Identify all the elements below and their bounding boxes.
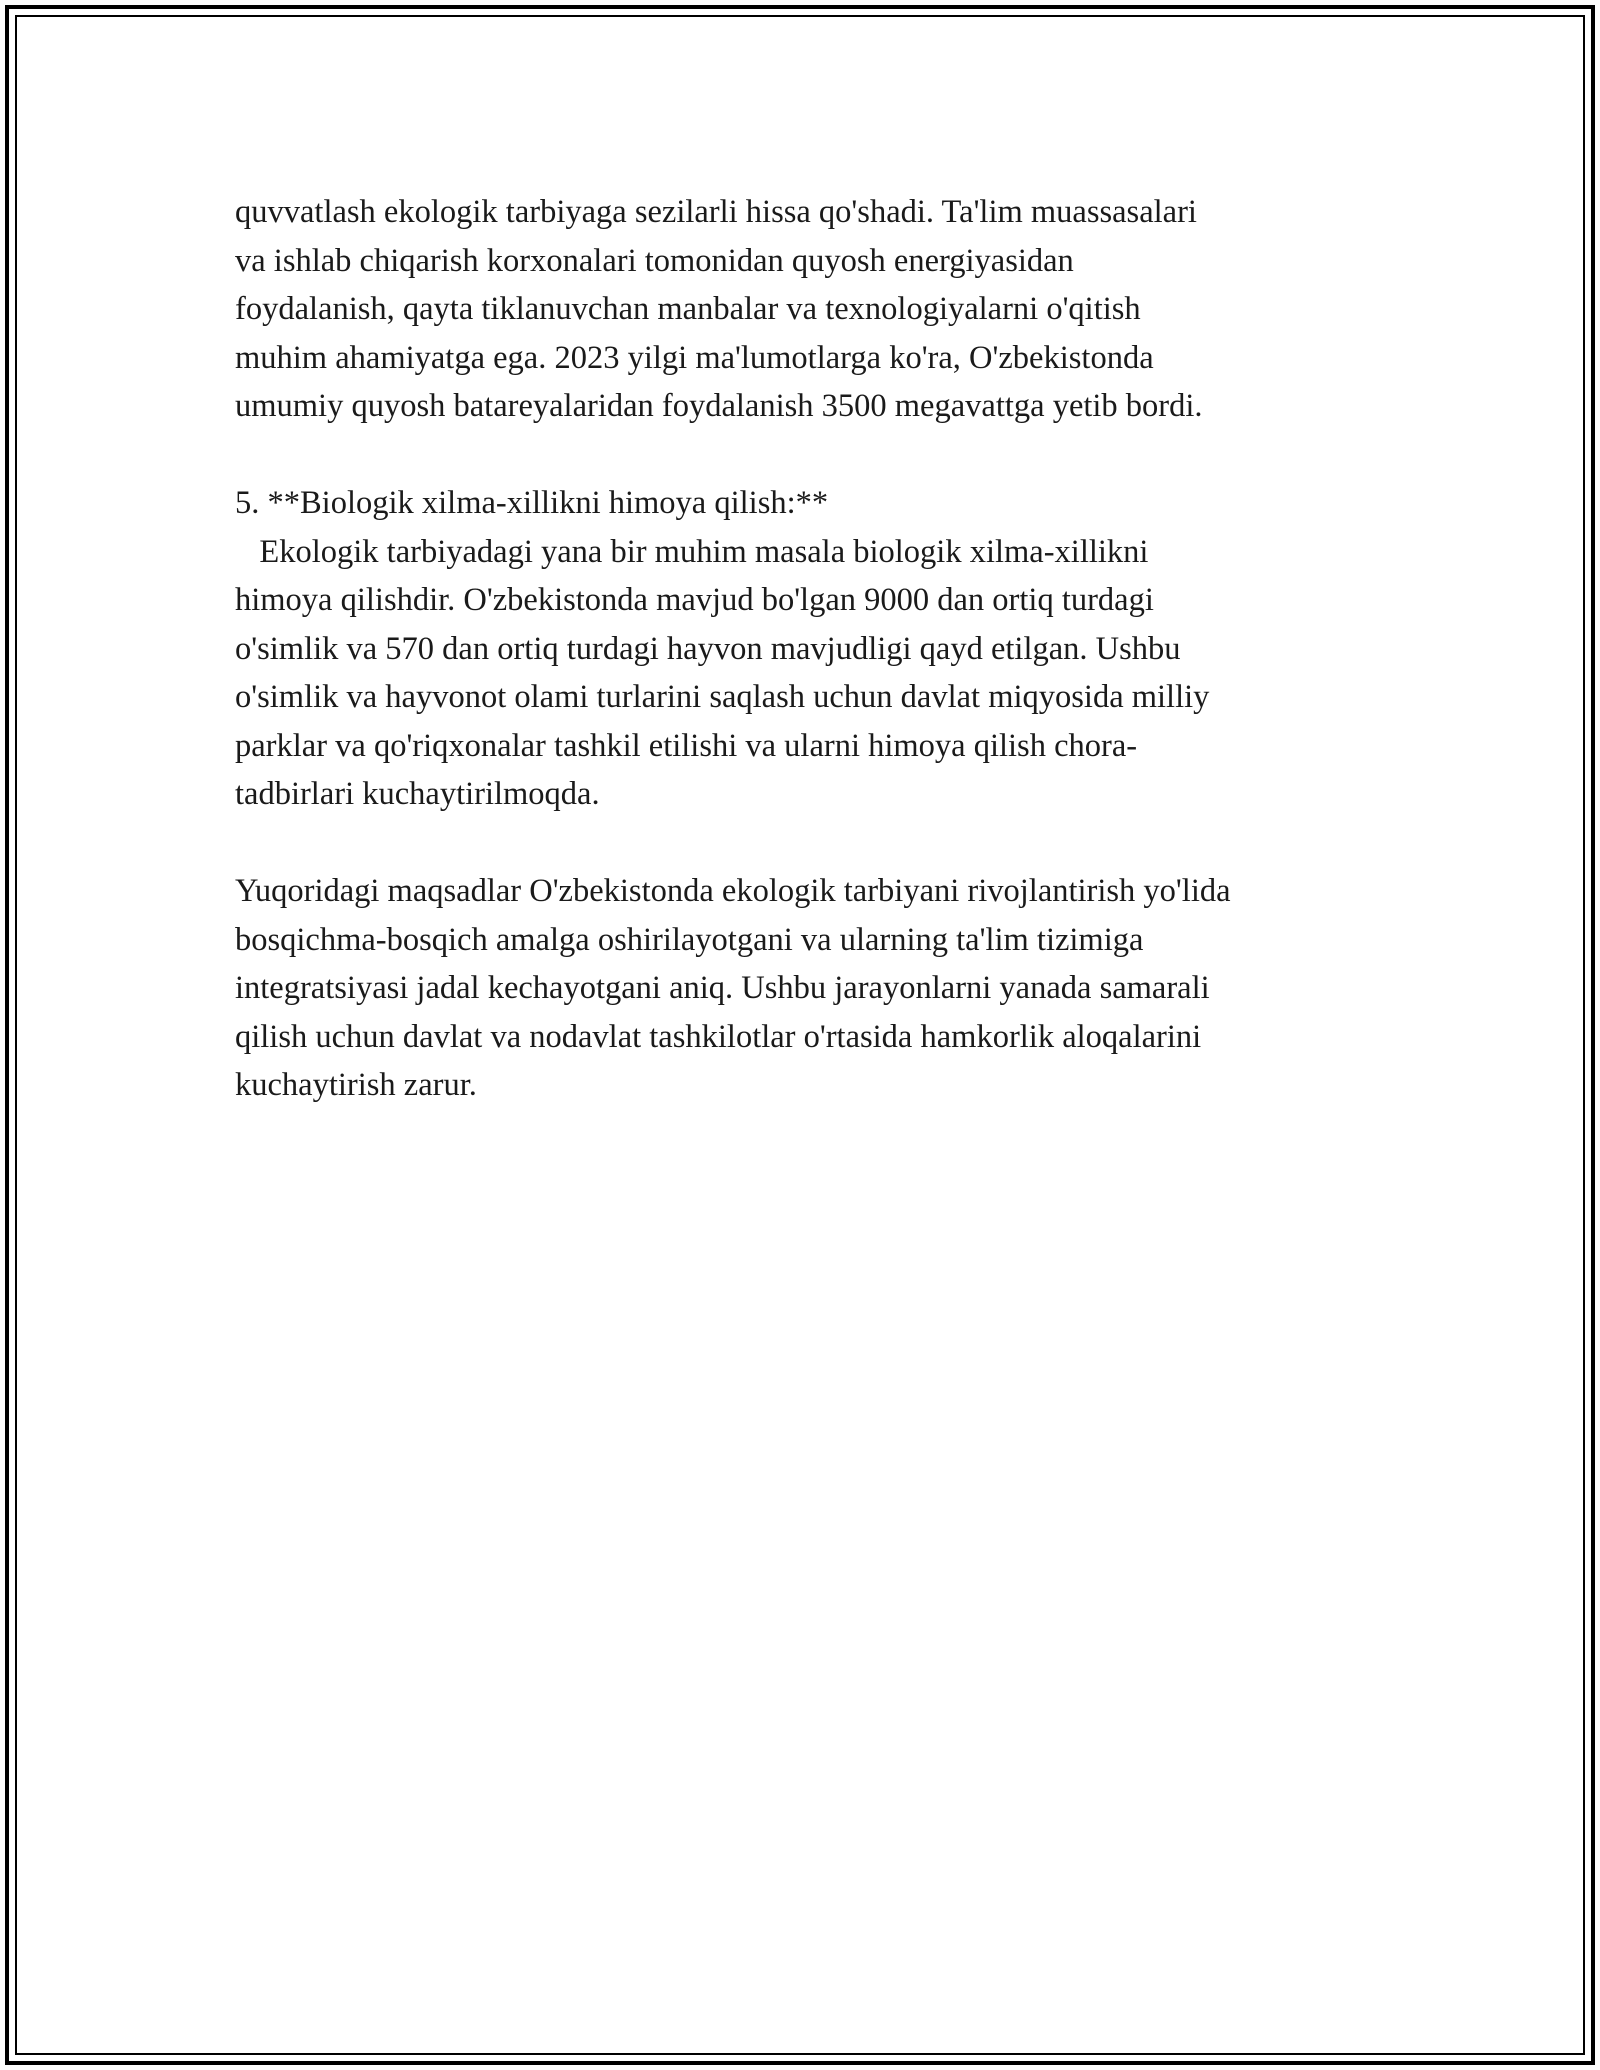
section-heading: 5. **Biologik xilma-xillikni himoya qilish:** (235, 485, 829, 521)
text-line: integratsiyasi jadal kechayotgani aniq. Ushbu jarayonlarni yanada samarali (235, 970, 1210, 1006)
paragraph-spacer (235, 431, 1385, 480)
document-body (235, 188, 1385, 1110)
text-line: bosqichma-bosqich amalga oshirilayotgani va ularning ta'lim tizimiga (235, 921, 1144, 958)
text-line: o'simlik va 570 dan ortiq turdagi hayvon mavjudligi qayd etilgan. Ushbu (235, 630, 1181, 667)
paragraph-biodiversity-section (235, 479, 1385, 819)
text-line: himoya qilishdir. O'zbekistonda mavjud bo'lgan 9000 dan ortiq turdagi (235, 582, 1154, 618)
text-line: foydalanish, qayta tiklanuvchan manbalar va texnologiyalarni o'qitish (235, 291, 1141, 327)
text-line: quvvatlash ekologik tarbiyaga sezilarli hissa qo'shadi. Ta'lim muassasalari (235, 194, 1197, 230)
paragraph-intro-continuation (235, 188, 1385, 431)
text-line: muhim ahamiyatga ega. 2023 yilgi ma'lumotlarga ko'ra, O'zbekistonda (235, 339, 1154, 376)
text-line: Yuqoridagi maqsadlar O'zbekistonda ekologik tarbiyani rivojlantirish yo'lida (235, 873, 1231, 909)
text-line: Ekologik tarbiyadagi yana bir muhim masala biologik xilma-xillikni (235, 533, 1149, 570)
text-line: parklar va qo'riqxonalar tashkil etilishi va ularni himoya qilish chora- (235, 727, 1138, 764)
text-line: qilish uchun davlat va nodavlat tashkilotlar o'rtasida hamkorlik aloqalarini (235, 1018, 1202, 1055)
paragraph-conclusion (235, 867, 1385, 1110)
text-line: va ishlab chiqarish korxonalari tomonidan quyosh energiyasidan (235, 242, 1074, 279)
text-line: umumiy quyosh batareyalaridan foydalanish 3500 megavattga yetib bordi. (235, 388, 1203, 424)
text-line: kuchaytirish zarur. (235, 1067, 477, 1103)
paragraph-spacer (235, 819, 1385, 868)
text-line: tadbirlari kuchaytirilmoqda. (235, 776, 600, 812)
text-line: o'simlik va hayvonot olami turlarini saqlash uchun davlat miqyosida milliy (235, 679, 1210, 715)
